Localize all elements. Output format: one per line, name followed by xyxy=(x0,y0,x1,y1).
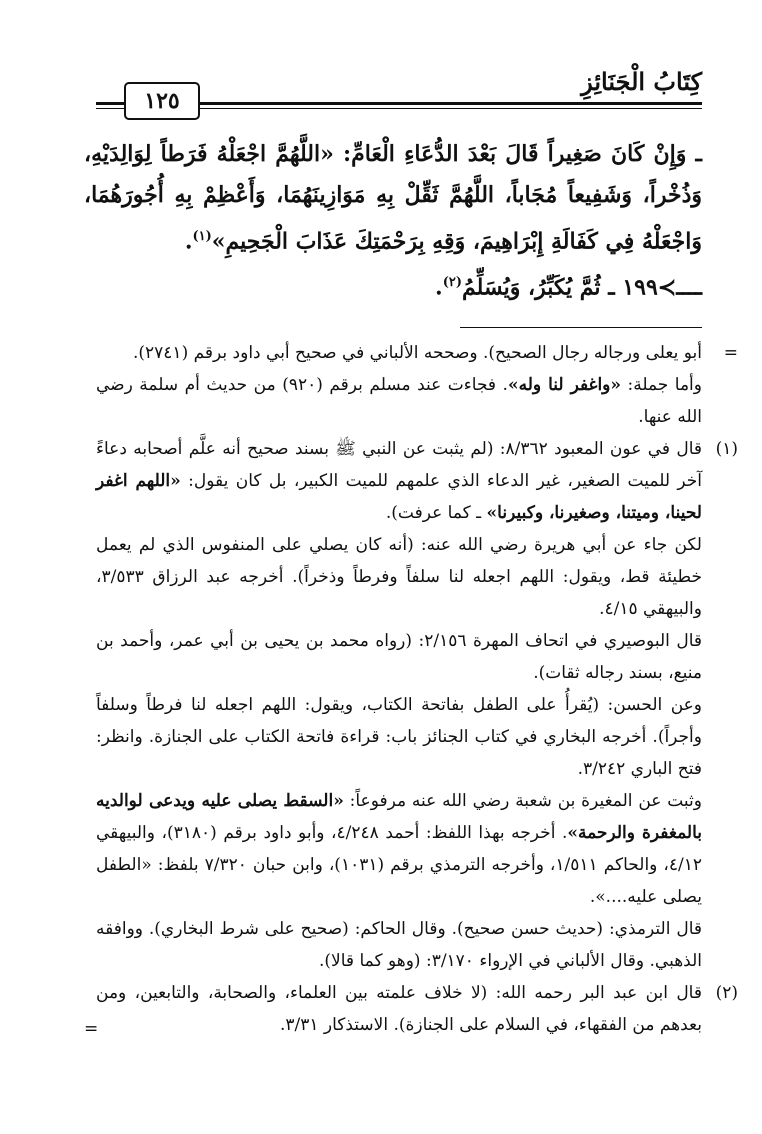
main-paragraph-end: . xyxy=(184,228,193,255)
hadith-quote: «السقط يصلى عليه ويدعى لوالديه بالمغفرة والرحمة» xyxy=(96,791,702,843)
hadith-quote: «واغفر لنا وله» xyxy=(507,375,621,395)
footnote-1-para-6: قال الترمذي: (حديث حسن صحيح). وقال الحاكم: (صحيح على شرط البخاري). ووافقه الذهبي. وقال الألباني في الإرواء ٣/١٧٠: (وهو كما قالا). xyxy=(96,919,702,971)
continuation-marker: = xyxy=(723,343,738,363)
footnote-ref-1[interactable]: (١) xyxy=(192,229,212,244)
item-199 xyxy=(84,262,702,308)
footnote-2 xyxy=(84,977,738,1041)
item-text: ـ ثُمَّ يُكَبِّرُ، وَيُسَلِّمُ xyxy=(462,274,615,301)
text-span: . فجاءت عند مسلم برقم (٩٢٠) من حديث أم سلمة رضي الله عنها. xyxy=(96,375,702,427)
item-number: ١٩٩ xyxy=(622,274,658,301)
footnote-1-para-3: قال البوصيري في اتحاف المهرة ٢/١٥٦: (رواه محمد بن يحيى بن أبي عمر، وأحمد بن منيع، بسند رجاله ثقات). xyxy=(96,631,702,683)
footnote-1-marker: (١) xyxy=(715,439,738,459)
text-span: قال في عون المعبود ٨/٣٦٢: (لم يثبت عن النبي ﷺ بسند صحيح أنه علَّم أصحابه دعاءً آخر للميت الصغير، غير الدعاء الذي علمهم للميت الكبير، بل كان يقول: xyxy=(96,439,703,491)
hadith-quote: «اللهم اغفر لحينا، وميتنا، وصغيرنا، وكبيرنا» xyxy=(96,471,702,523)
main-paragraph xyxy=(84,134,702,262)
footnote-separator xyxy=(460,327,702,328)
text-span: ـ كما عرفت). xyxy=(385,503,487,523)
footnote-continuation-line: أبو يعلى ورجاله رجال الصحيح). وصححه الألباني في صحيح أبي داود برقم (٢٧٤١). xyxy=(132,343,702,363)
footnote-continuation-line-2 xyxy=(96,369,702,433)
text-span: وأما جملة: xyxy=(621,375,702,395)
footnote-2-marker: (٢) xyxy=(715,983,738,1003)
footnotes xyxy=(84,337,738,1041)
footnote-2-para-1: قال ابن عبد البر رحمه الله: (لا خلاف علمته بين العلماء، والصحابة، والتابعين، ومن بعدهم من الفقهاء، في السلام على الجنازة). الاستذكار ٣/٣١. xyxy=(96,983,702,1035)
footnote-1 xyxy=(96,433,738,977)
footnote-1-para-5 xyxy=(96,785,702,913)
footnote-1-para-1 xyxy=(96,433,702,529)
page-number: ١٢٥ xyxy=(124,82,200,120)
text-span: . أخرجه بهذا اللفظ: أحمد ٤/٢٤٨، وأبو داود برقم (٣١٨٠)، والبيهقي ٤/١٢، والحاكم ١/٥١١، وأخرجه الترمذي برقم (١٠٣١)، وابن حبان ٧/٣٢٠ بلفظ: «الطفل يصلى عليه....». xyxy=(96,823,703,907)
footnote-1-para-2: لكن جاء عن أبي هريرة رضي الله عنه: (أنه كان يصلي على المنفوس الذي لم يعمل خطيئة قط، ويقول: اللهم اجعله لنا سلفاً وفرطاً وذخراً). أخرجه عبد الرزاق ٣/٥٣٣، والبيهقي ٤/١٥. xyxy=(96,535,702,619)
main-text xyxy=(84,134,702,309)
footnote-continuation xyxy=(96,337,738,433)
continuation-marker-end: = xyxy=(84,1019,99,1039)
item-end: . xyxy=(435,274,443,301)
item-arrow: ــــ≻ xyxy=(657,274,702,301)
footnote-1-para-4: وعن الحسن: (يُقرأُ على الطفل بفاتحة الكتاب، ويقول: اللهم اجعله لنا فرطاً وسلفاً وأجراً). أخرجه البخاري في كتاب الجنائز باب: قراءة فاتحة الكتاب على الجنازة. وانظر: فتح الباري ٣/٢٤٢. xyxy=(96,695,702,779)
text-span: وثبت عن المغيرة بن شعبة رضي الله عنه مرفوعاً: xyxy=(343,791,702,811)
footnote-ref-2[interactable]: (٢) xyxy=(442,275,463,291)
main-paragraph-text: ـ وَإِنْ كَانَ صَغِيراً قَالَ بَعْدَ الدُّعَاءِ الْعَامِّ: «اللَّهُمَّ اجْعَلْهُ فَرَطاً لِوَالِدَيْهِ، وَذُخْراً، وَشَفِيعاً مُجَاباً، اللَّهُمَّ ثَقِّلْ بِهِ مَوَازِينَهُمَا، وَأَعْظِمْ بِهِ أُجُورَهُمَا، وَاجْعَلْهُ فِي كَفَالَةِ إِبْرَاهِيمَ، وَقِهِ بِرَحْمَتِكَ عَذَابَ الْجَحِيمِ» xyxy=(84,141,702,255)
page-header xyxy=(96,62,702,120)
book-title: كِتَابُ الْجَنَائِزِ xyxy=(581,67,702,96)
